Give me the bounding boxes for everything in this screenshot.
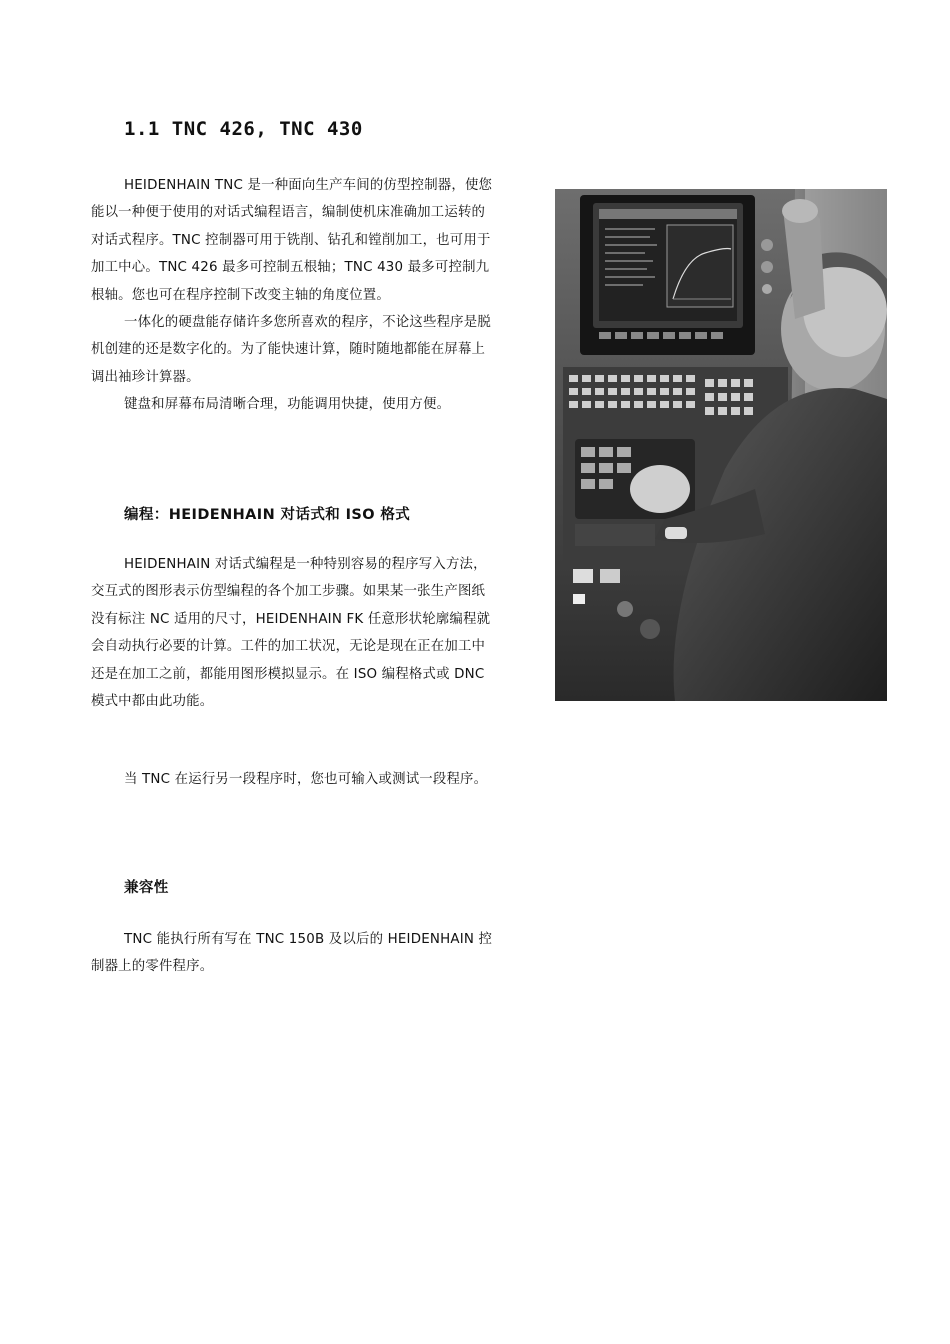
- section-heading-compatibility: 兼容性: [124, 880, 169, 896]
- operator-at-cnc-photo: [555, 189, 887, 701]
- intro-paragraph: HEIDENHAIN TNC 是一种面向生产车间的仿型控制器，使您能以一种便于使用的对话式编程语言，编制使机床准确加工运转的对话式程序。TNC 控制器可用于铣削、钻孔和镗削加工，也可用于加工中心。TNC 426 最多可控制五根轴；TNC 430 最多可控制九根轴。您也可在程序控制下改变主轴的角度位置。: [91, 178, 493, 303]
- background-programming-section: [91, 766, 495, 793]
- background-programming-paragraph: 当 TNC 在运行另一段程序时，您也可输入或测试一段程序。: [124, 772, 488, 787]
- compatibility-paragraph: TNC 能执行所有写在 TNC 150B 及以后的 HEIDENHAIN 控制器上的零件程序。: [91, 932, 493, 975]
- page-title: 1.1 TNC 426, TNC 430: [124, 118, 363, 140]
- programming-paragraph: HEIDENHAIN 对话式编程是一种特别容易的程序写入方法，交互式的图形表示仿型编程的各个加工步骤。如果某一张生产图纸没有标注 NC 适用的尺寸，HEIDENHAIN FK 任意形状轮廓编程就会自动执行必要的计算。工件的加工状况，无论是现在正在加工中还是在加工之前，都能用图形模拟显示。在 ISO 编程格式或 DNC 模式中都由此功能。: [91, 557, 491, 710]
- operator-photo-illustration: [555, 189, 887, 701]
- programming-section: [91, 551, 495, 715]
- section-heading-programming: 编程：HEIDENHAIN 对话式和 ISO 格式: [124, 507, 411, 523]
- intro-section: [91, 172, 495, 419]
- compatibility-section: [91, 926, 495, 981]
- storage-paragraph: 一体化的硬盘能存储许多您所喜欢的程序，不论这些程序是脱机创建的还是数字化的。为了能快速计算，随时随地都能在屏幕上调出袖珍计算器。: [91, 315, 491, 385]
- keyboard-paragraph: 键盘和屏幕布局清晰合理，功能调用快捷，使用方便。: [124, 397, 451, 413]
